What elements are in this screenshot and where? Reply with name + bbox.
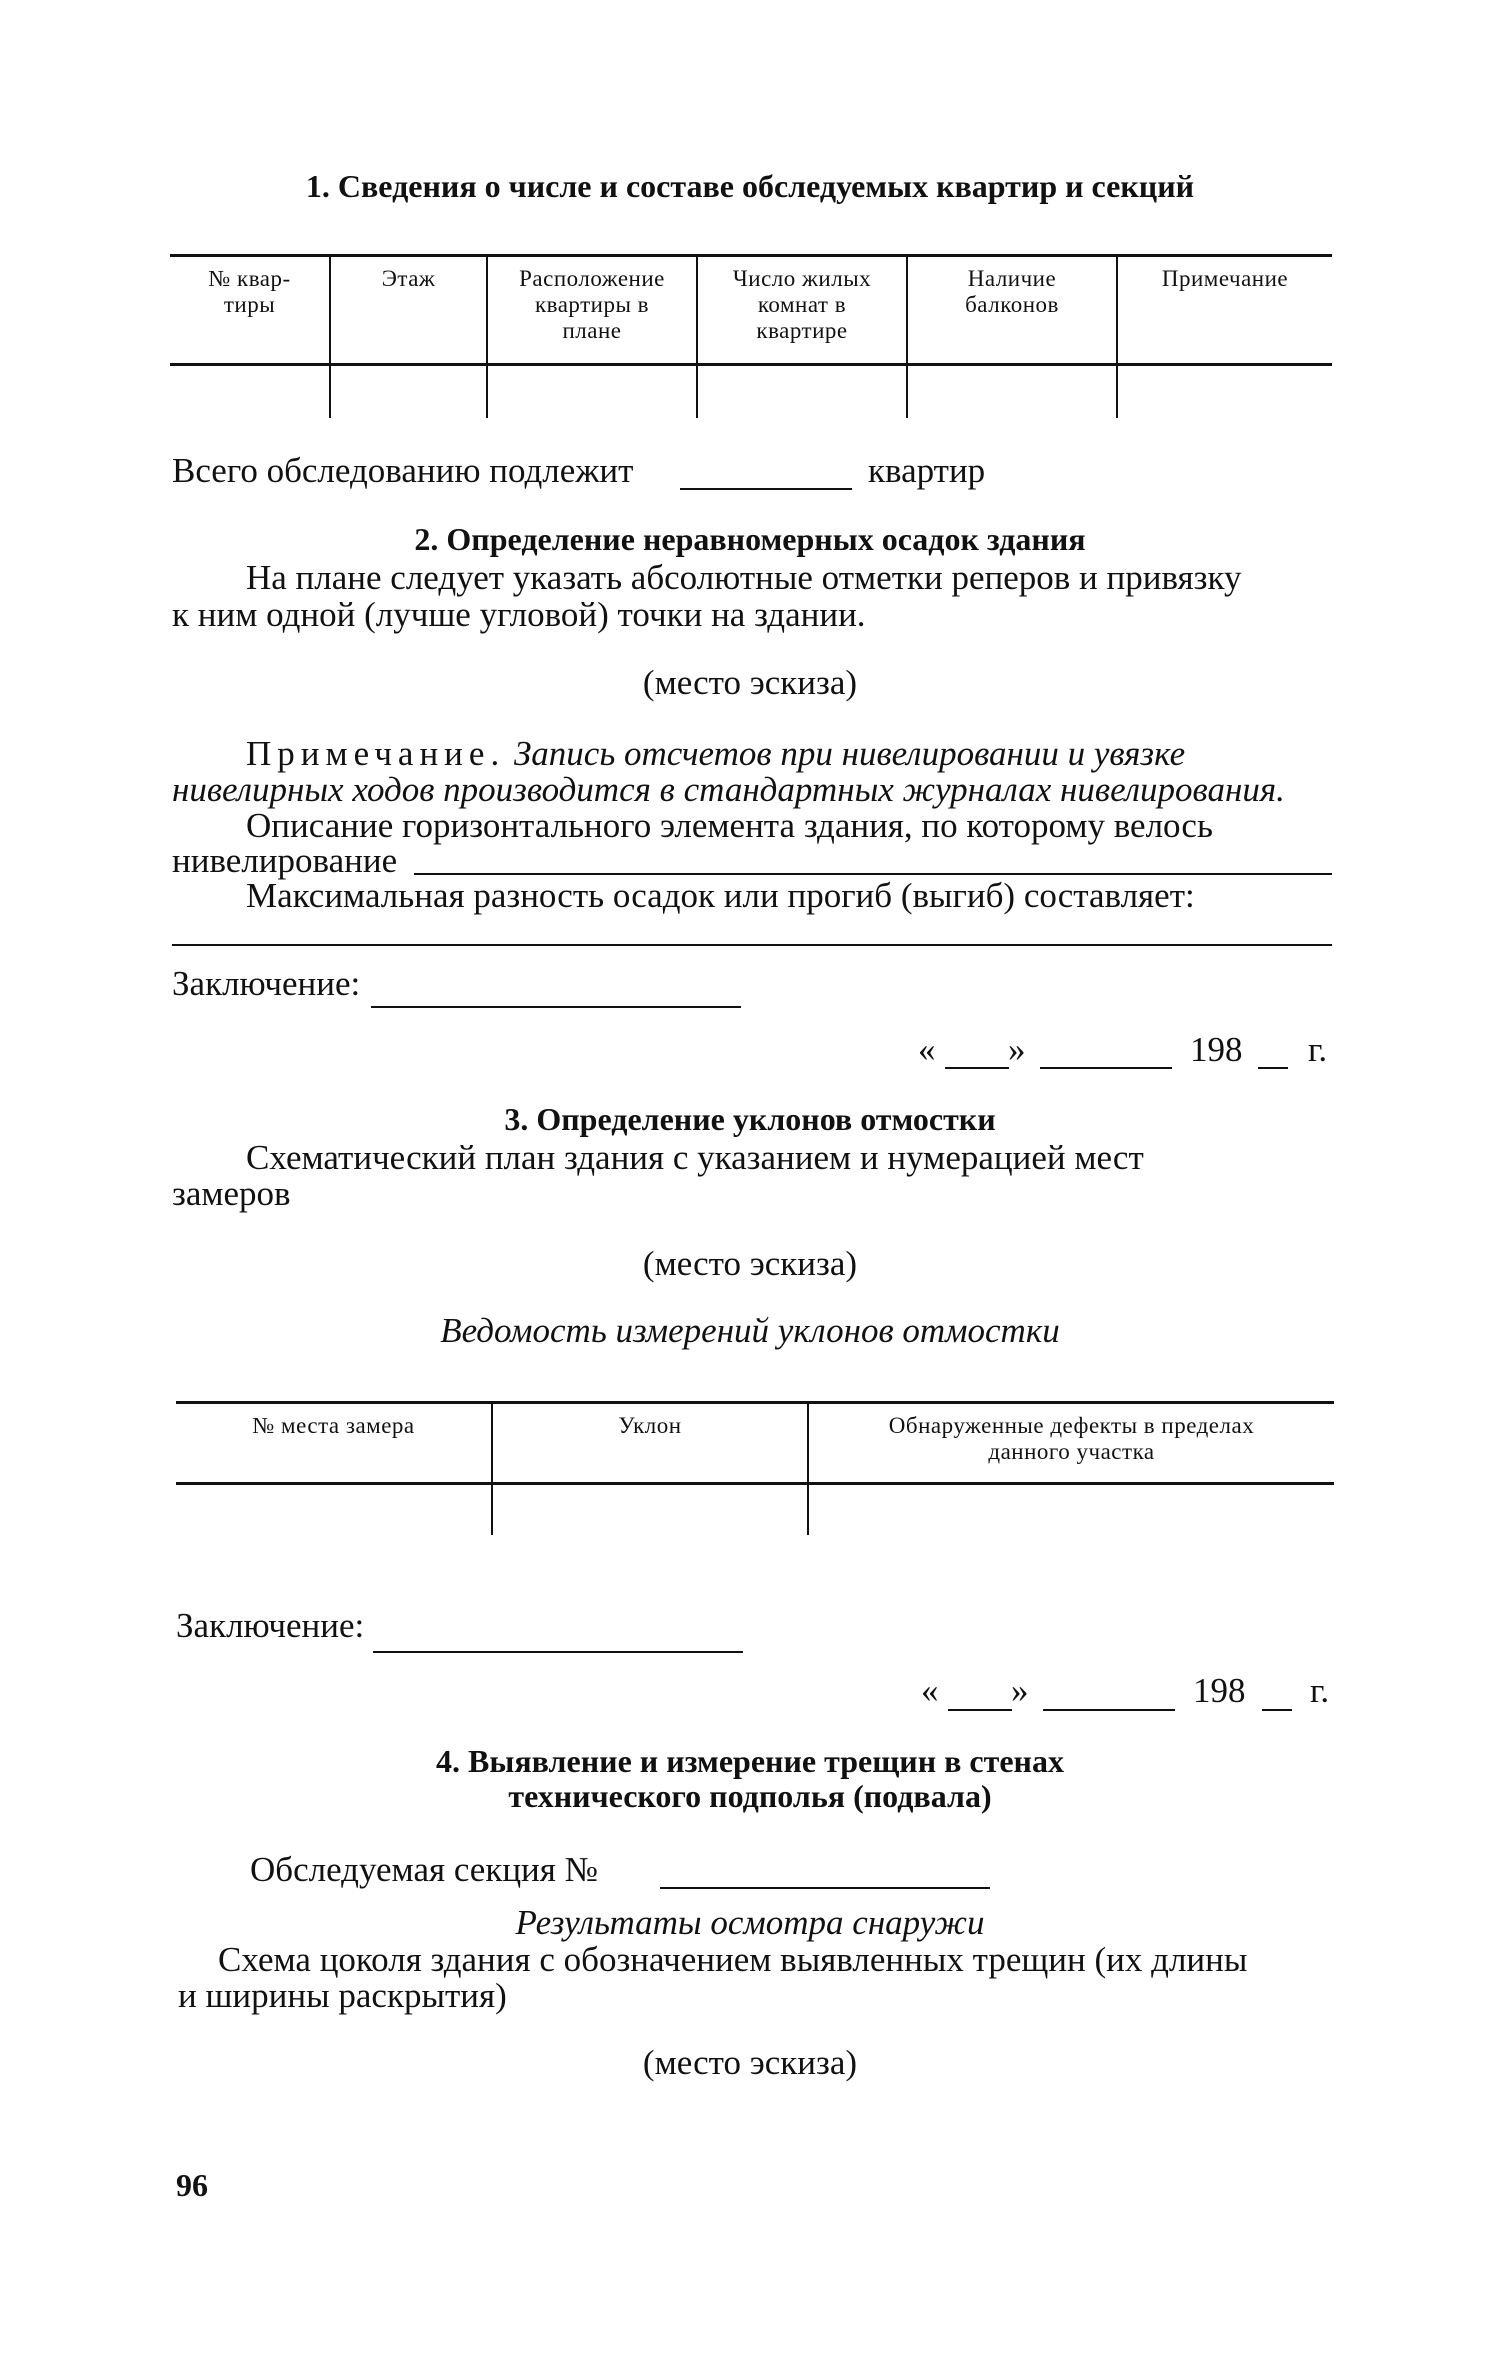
section3-date-close: » xyxy=(1011,1671,1029,1710)
section4-para-line2: и ширины раскрытия) xyxy=(178,1976,507,2015)
section4-title-line1: 4. Выявление и измерение трещин в стенах xyxy=(436,1743,1064,1779)
section4-sketch-placeholder: (место эскиза) xyxy=(642,2043,858,2082)
section2-para-line2: к ним одной (лучше угловой) точки на здании. xyxy=(172,595,866,634)
section3-date-month-line xyxy=(1043,1709,1175,1711)
section3-conclusion-label: Заключение: xyxy=(176,1606,365,1645)
section4-section-label: Обследуемая секция № xyxy=(250,1850,599,1889)
section3-date-g: г. xyxy=(1310,1671,1330,1710)
section2-date-day-line xyxy=(945,1067,1009,1069)
section4-title-line2: технического подполья (подвала) xyxy=(508,1778,992,1814)
section2-date-year: 198 xyxy=(1190,1030,1243,1069)
section1-title: 1. Сведения о числе и составе обследуемых квартир и секций xyxy=(305,168,1195,204)
page-number: 96 xyxy=(176,2167,208,2203)
section2-para-line1: На плане следует указать абсолютные отметки реперов и привязку xyxy=(246,558,1242,597)
table1-header-rooms: Число жилых комнат в квартире xyxy=(697,256,907,364)
table1-empty-row xyxy=(170,364,1332,418)
section4-section-no-line xyxy=(660,1887,990,1889)
note-text-line1: Запись отсчетов при нивелировании и увязке xyxy=(513,734,1186,773)
table2-empty-row xyxy=(176,1483,1334,1535)
total-blank-line xyxy=(680,488,852,490)
table2-header-slope: Уклон xyxy=(492,1403,808,1483)
section2-date-close: » xyxy=(1008,1030,1026,1069)
section3-date-day-line xyxy=(948,1709,1012,1711)
table1-header-balconies: Наличие балконов xyxy=(907,256,1117,364)
section2-sketch-placeholder: (место эскиза) xyxy=(642,663,858,702)
max-blank-line xyxy=(172,944,1332,946)
section2-max-line: Максимальная разность осадок или прогиб (выгиб) составляет: xyxy=(246,876,1195,915)
total-suffix: квартир xyxy=(868,451,986,490)
section3-para-line2: замеров xyxy=(172,1174,291,1213)
total-prefix: Всего обследованию подлежит xyxy=(172,451,634,490)
table2-header-defects: Обнаруженные дефекты в пределах данного участка xyxy=(808,1403,1334,1483)
section3-date-open: « xyxy=(921,1671,939,1710)
section2-date-year-line xyxy=(1258,1067,1288,1069)
section2-desc-line2: нивелирование xyxy=(172,841,398,880)
section2-date-g: г. xyxy=(1308,1030,1328,1069)
section3-title: 3. Определение уклонов отмостки xyxy=(504,1101,996,1137)
table2-header-point-no: № места замера xyxy=(176,1403,492,1483)
section4-subtitle: Результаты осмотра снаружи xyxy=(515,1903,985,1942)
note-label: Примечание. xyxy=(246,734,506,773)
section3-date-year-line xyxy=(1262,1709,1292,1711)
section2-date-open: « xyxy=(918,1030,936,1069)
table1-header-floor: Этаж xyxy=(330,256,487,364)
apartments-table xyxy=(170,256,1332,418)
section3-conclusion-line xyxy=(373,1651,743,1653)
slope-table xyxy=(176,1403,1334,1535)
slope-sheet-title: Ведомость измерений уклонов отмостки xyxy=(440,1311,1060,1350)
section2-title: 2. Определение неравномерных осадок здания xyxy=(414,521,1086,557)
table1-header-note: Примечание xyxy=(1117,256,1332,364)
desc-blank-line xyxy=(414,873,1332,875)
section2-note-line1 xyxy=(246,736,1185,771)
section3-date-year: 198 xyxy=(1193,1671,1246,1710)
section4-para-line1: Схема цоколя здания с обозначением выявленных трещин (их длины xyxy=(218,1940,1248,1979)
section2-desc-line1: Описание горизонтального элемента здания, по которому велось xyxy=(246,806,1213,845)
section2-conclusion-line xyxy=(371,1006,741,1008)
section2-conclusion-label: Заключение: xyxy=(172,964,361,1003)
section3-sketch-placeholder: (место эскиза) xyxy=(642,1244,858,1283)
section2-note-line2: нивелирных ходов производится в стандартных журналах нивелирования. xyxy=(172,770,1285,809)
section2-date-month-line xyxy=(1040,1067,1172,1069)
section3-para-line1: Схематический план здания с указанием и нумерацией мест xyxy=(246,1138,1144,1177)
table1-header-apartment-no: № квар- тиры xyxy=(170,256,330,364)
table1-header-location: Расположение квартиры в плане xyxy=(487,256,697,364)
